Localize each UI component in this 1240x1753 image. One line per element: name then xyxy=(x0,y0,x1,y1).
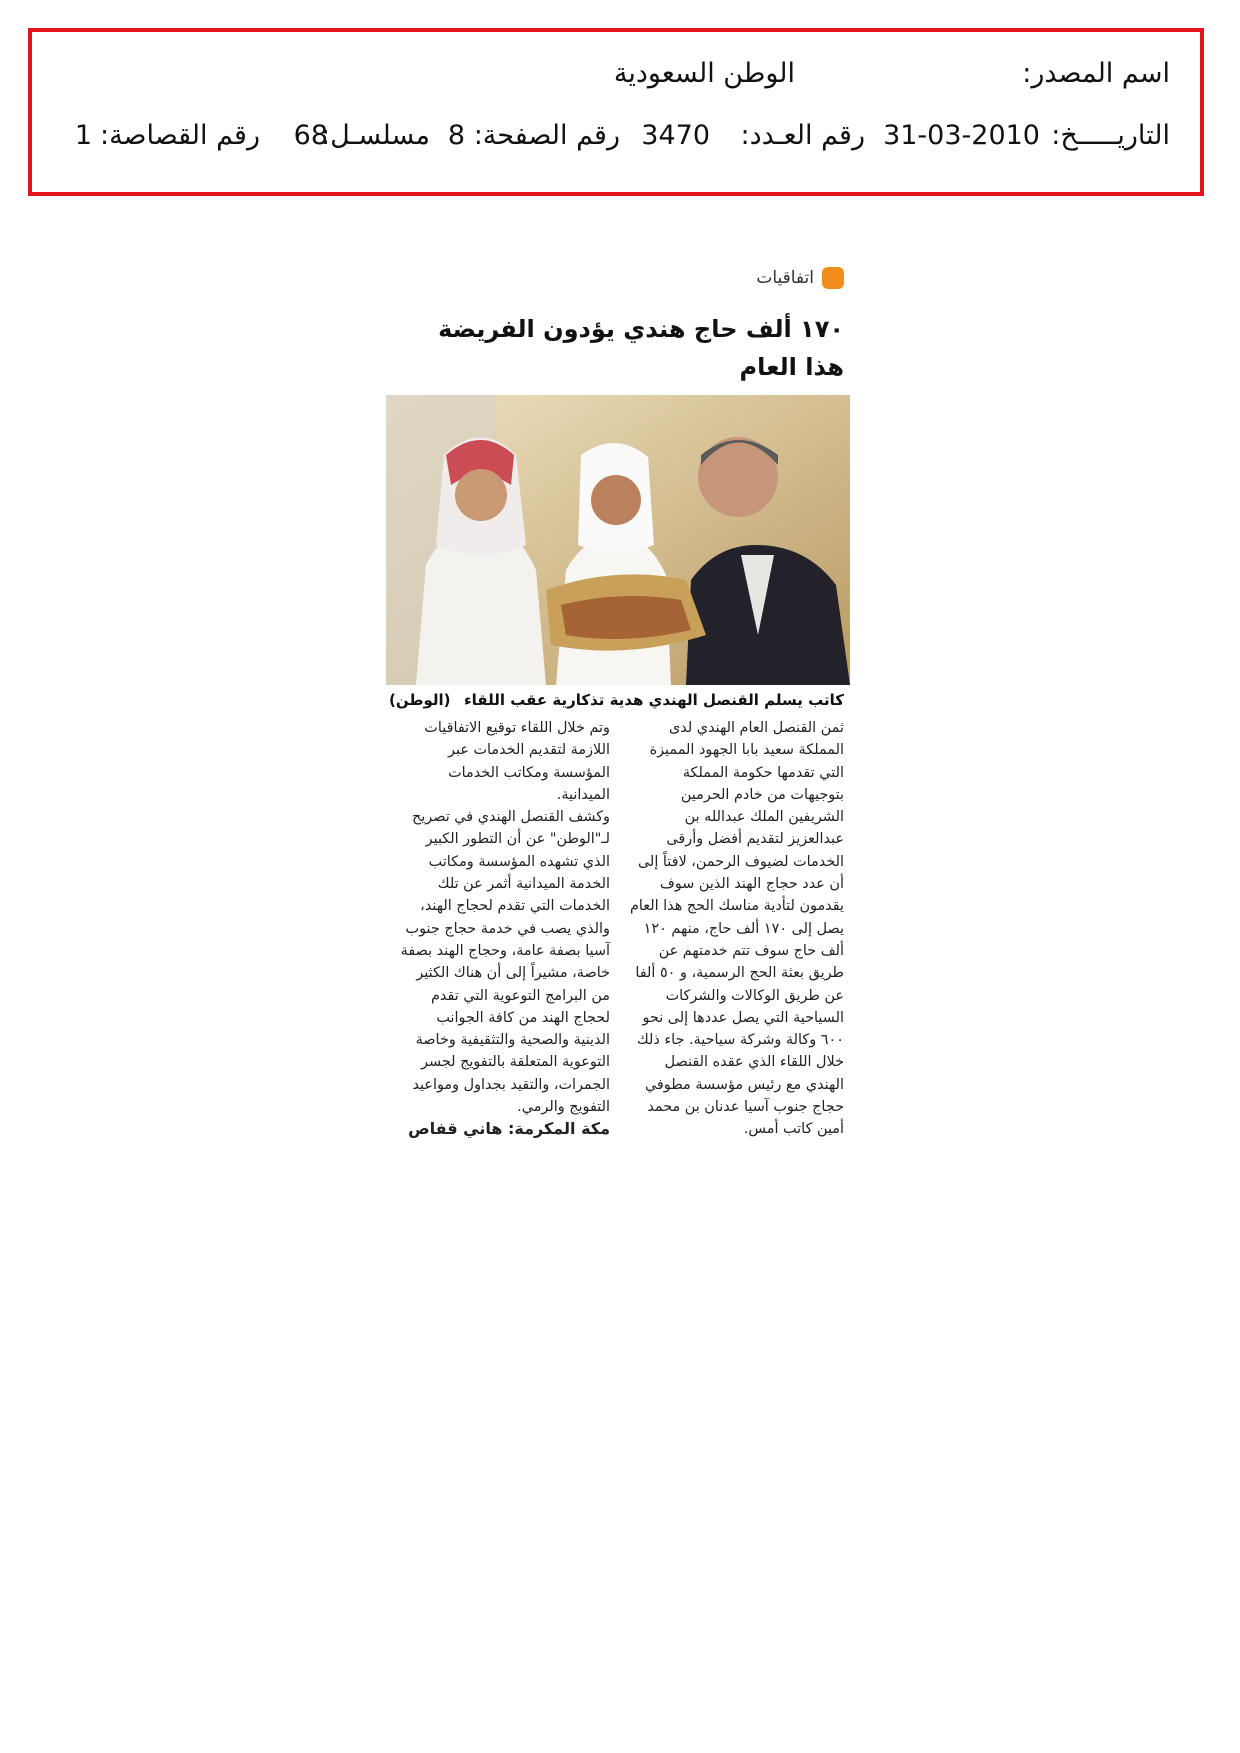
page-label: رقم الصفحة: xyxy=(473,120,620,151)
column-2-paragraph-2: وكشف القنصل الهندي في تصريح لـ"الوطن" عن أن التطور الكبير الذي تشهده المؤسسة ومكاتب الخدمة الميدانية أثمر عن تلك الخدمات التي تقدم لحجاج الهند، والذي يصب في خدمة حجاج جنوب آسيا بصفة عامة، وحجاج الهند بصفة خاصة، مشيراً إلى أن هناك الكثير من البرامج التوعوية التي تقدم لحجاج الهند من كافة الجوانب الدينية والصحية والتثقيفية وخاصة التوعوية المتعلقة بالتفويج لجسر الجمرات، والتقيد بجداول ومواعيد التفويج والرمي. xyxy=(400,809,610,1116)
article-column-1 xyxy=(630,717,844,1141)
article-byline: مكة المكرمة: هاني قفاص xyxy=(408,1119,610,1139)
column-1-text: ثمن القنصل العام الهندي لدى المملكة سعيد بابا الجهود المميزة التي تقدمها حكومة المملكة بتوجيهات من خادم الحرمين الشريفين الملك عبدالله بن عبدالعزيز لتقديم أفضل وأرقى الخدمات لضيوف الرحمن، لافتاً إلى أن عدد حجاج الهند الذين سوف يقدمون لتأدية مناسك الحج هذا العام يصل إلى ١٧٠ ألف حاج، منهم ١٢٠ ألف حاج سوف تتم خدمتهم عن طريق بعثة الحج الرسمية، و ٥٠ ألفا عن طريق الوكالات والشركات السياحية التي يصل عددها إلى نحو ٦٠٠ وكالة وشركة سياحية. جاء ذلك خلال اللقاء الذي عقده القنصل الهندي مع رئيس مؤسسة مطوفي حجاج جنوب آسيا عدنان بن محمد أمين كاتب أمس. xyxy=(629,720,844,1138)
clip-number-value: 1 xyxy=(74,120,92,151)
article-headline: ١٧٠ ألف حاج هندي يؤدون الفريضة هذا العام xyxy=(438,315,844,381)
serial-label: مسلسـل: xyxy=(320,120,430,151)
source-label: اسم المصدر: xyxy=(1022,58,1170,89)
photo-credit: (الوطن) xyxy=(389,691,451,709)
page-value: 8 xyxy=(447,120,465,151)
orange-square-icon xyxy=(822,267,844,289)
article-clipping xyxy=(360,255,860,1175)
date-value: 31-03-2010 xyxy=(883,120,1040,151)
source-row xyxy=(0,58,1240,92)
details-row xyxy=(0,120,1240,154)
photo-illustration xyxy=(386,395,850,685)
section-tag xyxy=(756,267,844,289)
article-column-2 xyxy=(396,717,610,1141)
clip-number-label: رقم القصاصة: xyxy=(99,120,260,151)
source-value: الوطن السعودية xyxy=(613,58,795,89)
section-label: اتفاقيات xyxy=(756,268,814,288)
clipping-metadata-box xyxy=(28,28,1204,196)
article-photo xyxy=(386,395,850,685)
column-2-paragraph-1: وتم خلال اللقاء توقيع الاتفاقيات اللازمة لتقديم الخدمات عبر المؤسسة ومكاتب الخدمات الميدانية. xyxy=(424,720,610,803)
photo-caption: كاتب يسلم القنصل الهندي هدية تذكارية عقب اللقاء xyxy=(463,691,844,709)
date-label: التاريـــــخ: xyxy=(1051,120,1170,151)
serial-value: 68 xyxy=(293,120,328,151)
issue-label: رقم العـدد: xyxy=(740,120,865,151)
photo-caption-line xyxy=(389,691,844,709)
issue-value: 3470 xyxy=(641,120,710,151)
